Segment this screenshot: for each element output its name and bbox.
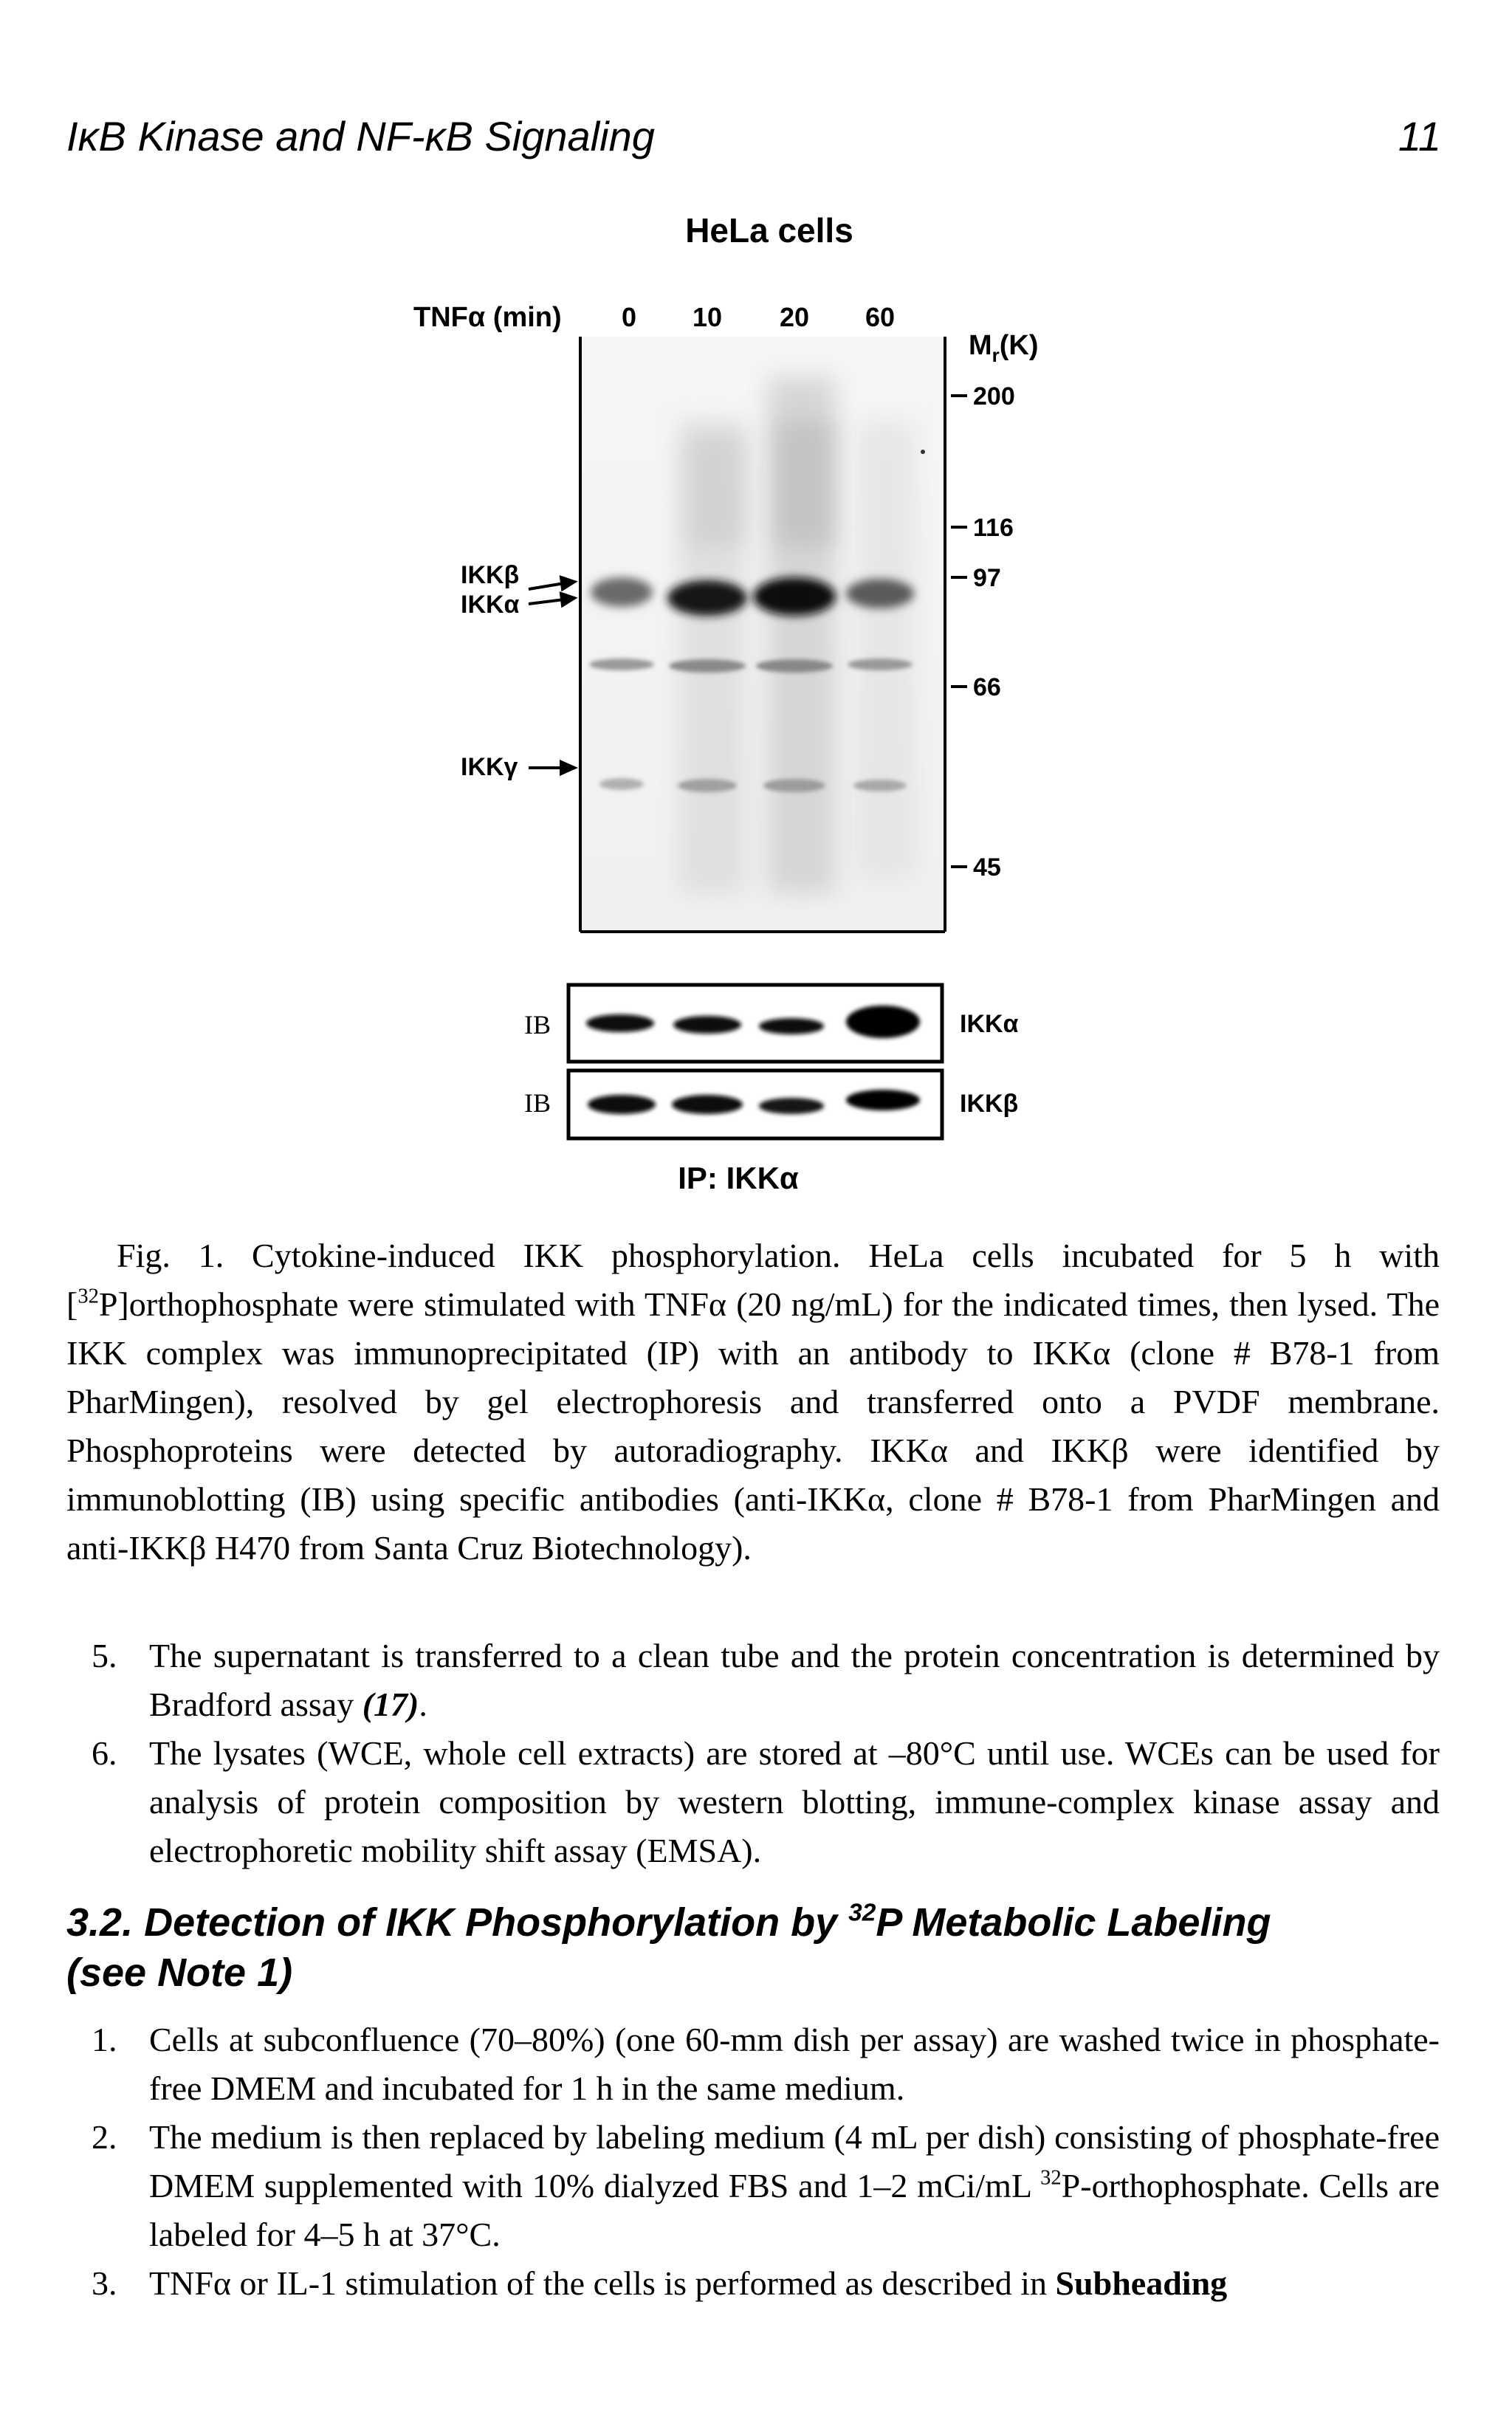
figure-title: HeLa cells	[685, 211, 853, 250]
band-ikk-lane-20	[753, 577, 836, 616]
treatment-label: TNFα (min)	[413, 302, 562, 333]
marker-66: 66	[973, 673, 1001, 701]
band-ikk-lane-10	[667, 580, 747, 616]
page-number: 11	[1398, 113, 1441, 159]
ib-panel-ikk-beta	[568, 1071, 942, 1138]
running-head	[66, 112, 1441, 171]
label-ikk-alpha: IKKα	[461, 591, 520, 619]
list-item: 3. TNFα or IL-1 stimulation of the cells is performed as described in Subheading	[92, 2264, 1228, 2302]
band-ikk-lane-60	[846, 579, 914, 608]
band-ikk-lane-0	[591, 577, 653, 607]
ib-label-2: IB	[524, 1088, 551, 1118]
band-ikkg-lane-60	[853, 780, 907, 791]
arrow-icons	[529, 577, 574, 774]
list-item: 6. The lysates (WCE, whole cell extracts) are stored at –80°C until use. WCEs can be used for analysis of protein composition by western blotting, immune-complex kinase assay and electrophoretic mobility shift assay (EMSA).	[92, 1734, 1440, 1869]
marker-116: 116	[973, 514, 1014, 542]
caption-text-2: P]orthophosphate were stimulated with TNFα (20 ng/mL) for the indicated times, then lysed. The IKK complex was immunoprecipitated (IP) with an antibody to IKKα (clone # B78-1 from PharMingen), resolved by gel electrophoresis and transferred onto a PVDF membrane. Phosphoproteins were detected by autoradiography. IKKα and IKKβ were identified by immunoblotting (IB) using specific antibodies (anti-IKKα, clone # B78-1 from PharMingen and anti-IKKβ H470 from Santa Cruz Biotechnology).	[66, 1285, 1440, 1567]
marker-200: 200	[973, 382, 1015, 410]
running-title: IκB Kinase and NF-κB Signaling	[66, 113, 655, 159]
citation-ref: (17)	[362, 1686, 419, 1723]
list-item: 2. The medium is then replaced by labeling medium (4 mL per dish) consisting of phosphate-free DMEM supplemented with 10% dialyzed FBS and 1–2 mCi/mL $^{32}$P-orthophosphate. Cells are labeled for 4–5 h at 37°C.	[92, 2118, 1440, 2253]
caption-label: Fig. 1.	[117, 1237, 224, 1274]
label-ikk-beta: IKKβ	[461, 561, 520, 589]
band-ikkg-lane-20	[763, 779, 825, 792]
timepoint-10: 10	[692, 302, 723, 332]
list-item: 1. Cells at subconfluence (70–80%) (one 60-mm dish per assay) are washed twice in phosphate-free DMEM and incubated for 1 h in the same medium.	[92, 2021, 1440, 2107]
western-blot-figure	[0, 199, 1512, 1218]
band-ikkg-lane-10	[678, 779, 737, 792]
subheading-ref: Subheading	[1055, 2264, 1228, 2302]
mw-header: $M_r(K)$	[969, 330, 1039, 366]
figure-1	[0, 199, 1512, 1218]
caption-text-1: Cytokine-induced IKK phosphorylation. HeLa cells incubated for 5 h with [	[66, 1237, 1440, 1323]
timepoint-60: 60	[865, 302, 896, 332]
autoradiograph-panel	[580, 337, 945, 932]
procedure-list-b	[66, 2016, 1440, 2308]
figure-caption	[66, 1231, 1440, 1573]
label-ikk-gamma: IKKγ	[461, 753, 518, 781]
section-heading: 3.2. Detection of IKK Phosphorylation by $^{32}$P Metabolic Labeling (see Note 1)	[66, 1899, 1271, 1995]
timepoint-20: 20	[779, 302, 810, 332]
note-ref: Note 1	[157, 1951, 280, 1995]
marker-45: 45	[973, 853, 1001, 882]
ib-label-1: IB	[524, 1010, 551, 1040]
mw-markers	[951, 396, 967, 867]
ib-row-ikk-alpha: IKKα	[960, 1010, 1019, 1038]
marker-97: 97	[973, 564, 1001, 592]
ib-row-ikk-beta: IKKβ	[960, 1090, 1019, 1118]
caption-sup: 32	[78, 1285, 99, 1308]
ip-label: IP: IKKα	[678, 1161, 799, 1195]
timepoint-0: 0	[621, 302, 637, 332]
band-ikkg-lane-0	[599, 778, 644, 790]
ib-panel-ikk-alpha	[568, 985, 942, 1062]
procedure-list-a	[66, 1632, 1440, 1875]
list-item: 5. The supernatant is transferred to a clean tube and the protein concentration is determined by Bradford assay (17).	[92, 1637, 1440, 1723]
